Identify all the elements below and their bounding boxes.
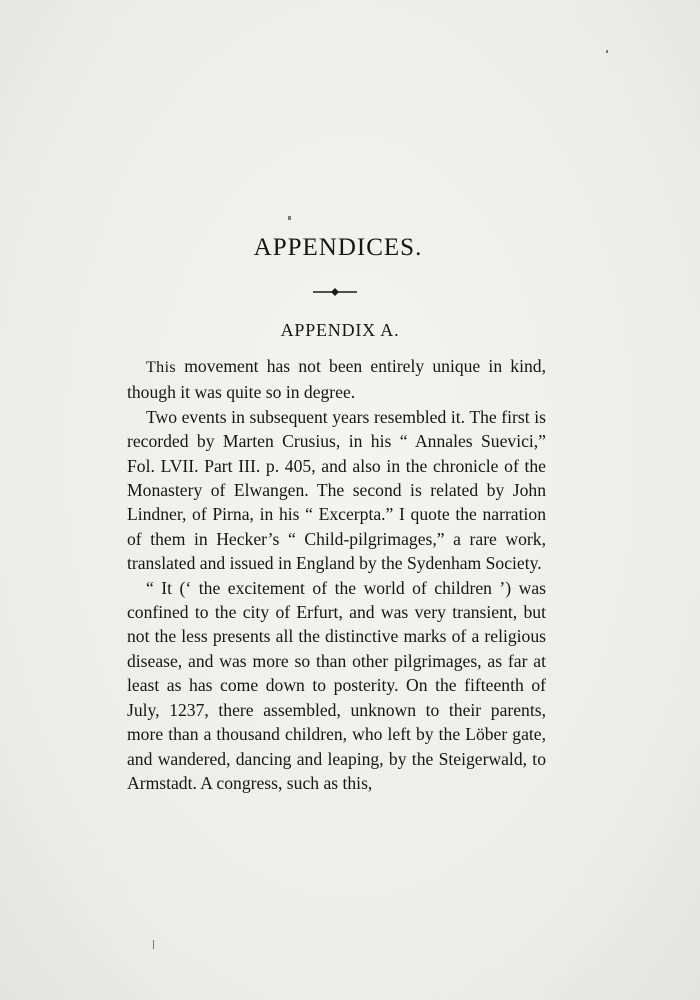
ink-speck [606,50,608,53]
paragraph-text: “ It (‘ the excitement of the world of children ’) was confined to the city of Erfurt, and was very transient, but not the less presents all the distinctive marks of a religious disease, and was more so than other pilgrimages, as far at least as has come down to posterity. On the fifteenth of July, 1237, there assembled, unknown to their parents, more than a thousand children, who left by the Löber gate, and wandered, dancing and leaping, by the Steigerwald, to Armstadt. A congress, such as this, [127,577,546,793]
ornament-divider [313,286,357,298]
paragraph-text: movement has not been entirely unique in kind, though it was quite so in degree. [127,356,546,403]
ink-speck [153,940,154,949]
ink-speck [288,216,291,220]
paragraph-text: Two events in subsequent years resembled it. The first is recorded by Marten Crusius, in his “ Annales Suevici,” Fol. LVII. Part III. p. 405, and also in the chronicle of the Monastery of Elwangen. The second is related by John Lindner, of Pirna, in his “ Excerpta.” I quote the narration of them in Hecker’s “ Child-pilgrimages,” a rare work, translated and issued in England by the Sydenham Society. [127,406,546,574]
small-caps-lead: This [146,359,177,376]
paragraph [127,576,546,796]
body-text [127,354,546,795]
paragraph [127,405,546,576]
section-heading: APPENDIX A. [280,320,400,340]
page-title: APPENDICES. [253,234,423,261]
paragraph [127,354,546,405]
